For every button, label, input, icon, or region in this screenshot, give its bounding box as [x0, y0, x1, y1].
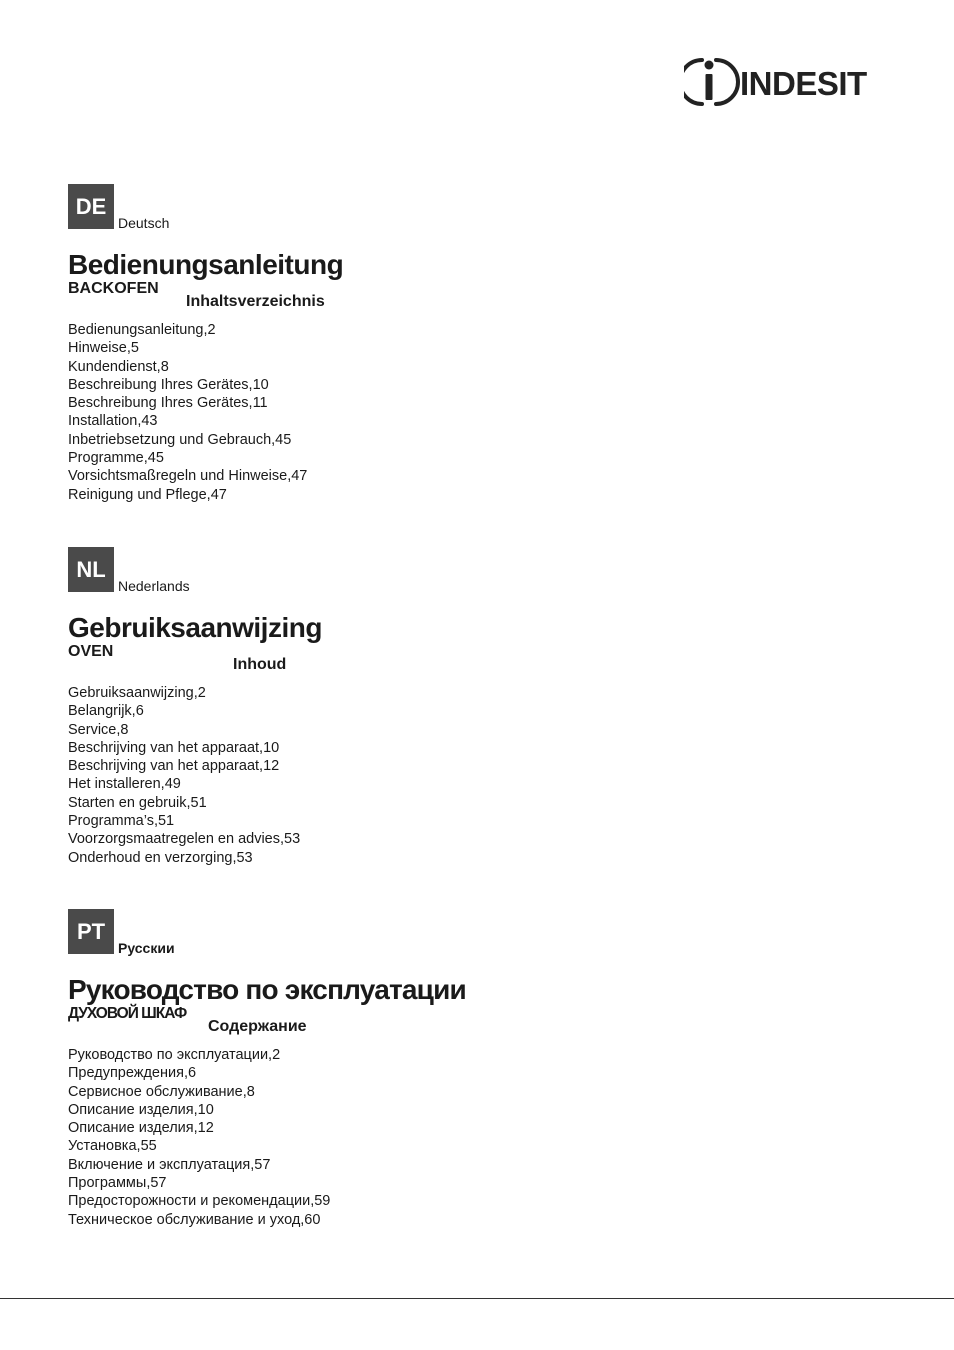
language-row: [68, 547, 668, 593]
toc-list: [68, 684, 300, 867]
toc-item: Programme,45: [68, 450, 164, 467]
toc-item: Installation,43: [68, 413, 158, 430]
toc-item: Onderhoud en verzorging,53: [68, 849, 253, 866]
language-badge: DE: [68, 184, 114, 229]
toc-item: Hinweise,5: [68, 340, 139, 357]
toc-item: Beschrijving van het apparaat,10: [68, 739, 280, 756]
section-pt: [68, 909, 668, 1239]
toc-item: Belangrijk,6: [68, 703, 144, 720]
toc-item: Programma’s,51: [68, 813, 175, 830]
language-badge: NL: [68, 547, 114, 592]
section-de: [68, 184, 668, 514]
toc-heading: Содержание: [208, 1018, 307, 1035]
toc-item: Предупреждения,6: [68, 1065, 197, 1082]
toc-item: Voorzorgsmaatregelen en advies,53: [68, 831, 301, 848]
manual-title: Gebruiksaanwijzing: [68, 612, 322, 643]
appliance-type: BACKOFEN: [68, 280, 159, 297]
toc-item: Gebruiksaanwijzing,2: [68, 685, 206, 701]
footer-divider: [0, 1298, 954, 1299]
toc-item: Сервисное обслуживание,8: [68, 1083, 255, 1100]
toc-item: Starten en gebruik,51: [68, 794, 207, 811]
language-name: Русскии: [118, 940, 175, 956]
toc-list: [68, 321, 307, 504]
brand-logo: [684, 55, 874, 107]
toc-item: Описание изделия,10: [68, 1101, 214, 1118]
appliance-type: OVEN: [68, 643, 114, 660]
section-nl: [68, 547, 668, 877]
indesit-logo-icon: [684, 55, 874, 107]
language-badge: PT: [68, 909, 114, 954]
toc-item: Предосторожности и рекомендации,59: [68, 1193, 331, 1210]
toc-heading: Inhoud: [233, 656, 287, 673]
toc-item: Beschreibung Ihres Gerätes,11: [68, 395, 268, 412]
toc-item: Руководство по эксплуатации,2: [68, 1047, 281, 1063]
toc-item: Установка,55: [68, 1138, 157, 1155]
toc-item: Программы,57: [68, 1175, 167, 1192]
language-name: Deutsch: [118, 215, 170, 231]
appliance-type: ДУХОВОЙ ШКАФ: [68, 1005, 187, 1022]
toc-list: [68, 1046, 330, 1229]
toc-heading: Inhaltsverzeichnis: [186, 293, 325, 310]
manual-title: Bedienungsanleitung: [68, 249, 344, 280]
toc-item: Het installeren,49: [68, 776, 181, 793]
toc-item: Bedienungsanleitung,2: [68, 322, 216, 338]
toc-item: Описание изделия,12: [68, 1120, 214, 1137]
toc-item: Техническое обслуживание и уход,60: [68, 1211, 321, 1228]
toc-item: Beschreibung Ihres Gerätes,10: [68, 376, 269, 393]
language-row: [68, 184, 668, 230]
toc-item: Inbetriebsetzung und Gebrauch,45: [68, 431, 292, 448]
toc-item: Kundendienst,8: [68, 358, 169, 375]
toc-item: Reinigung und Pflege,47: [68, 486, 227, 503]
toc-item: Beschrijving van het apparaat,12: [68, 758, 280, 775]
toc-item: Service,8: [68, 721, 129, 738]
language-name: Nederlands: [118, 578, 190, 594]
toc-item: Включение и эксплуатация,57: [68, 1156, 271, 1173]
manual-title: Руководство по эксплуатации: [68, 974, 466, 1005]
language-row: [68, 909, 668, 955]
toc-item: Vorsichtsmaßregeln und Hinweise,47: [68, 468, 308, 485]
svg-text:INDESIT: INDESIT: [740, 65, 867, 102]
